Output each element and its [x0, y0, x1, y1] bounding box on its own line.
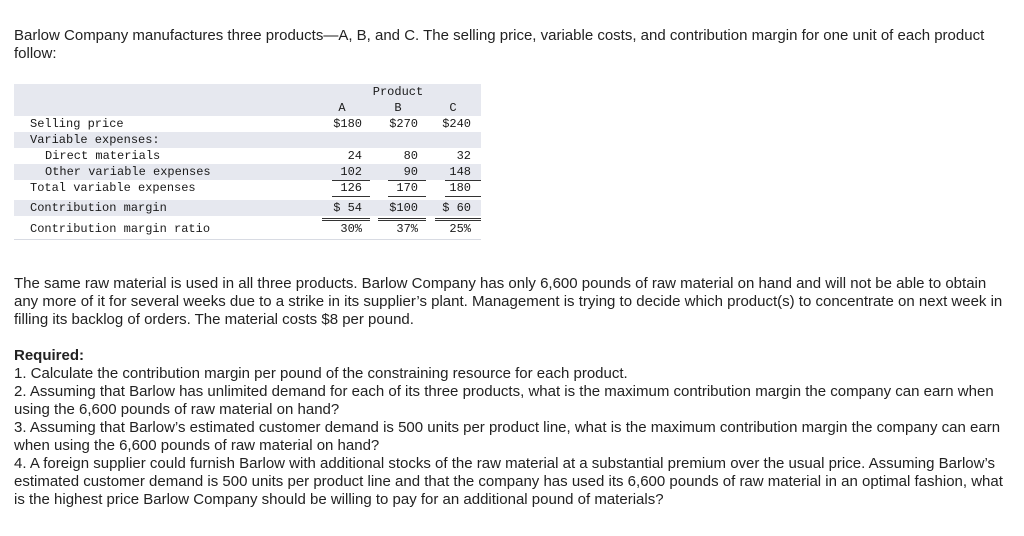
table-header-columns-row: [14, 100, 481, 116]
row-label: Other variable expenses: [45, 165, 211, 179]
required-item-2: 2. Assuming that Barlow has unlimited demand for each of its three products, what is the maximum contribution margin the company can earn when using the 6,600 pounds of raw material on hand?: [14, 383, 994, 418]
row-label: Contribution margin: [30, 201, 167, 215]
row-label: Direct materials: [45, 149, 161, 163]
row-label: Contribution margin ratio: [30, 222, 211, 236]
column-header-b: B: [394, 101, 402, 115]
required-section: [14, 347, 1009, 509]
required-heading: Required:: [14, 347, 85, 364]
cell-c: $240: [442, 117, 471, 131]
table-row-other-variable-expenses: [14, 164, 481, 180]
required-item-3: 3. Assuming that Barlow’s estimated customer demand is 500 units per product line, what is the maximum contribution margin the company can earn when using the 6,600 pounds of raw material on hand?: [14, 419, 1001, 454]
table-row-contribution-margin: [14, 200, 481, 216]
cell-a: 24: [347, 149, 362, 163]
cell-c: 32: [456, 149, 471, 163]
required-item-1: 1. Calculate the contribution margin per pound of the constraining resource for each product.: [14, 365, 628, 382]
intro-text: Barlow Company manufactures three products—A, B, and C. The selling price, variable costs, and contribution margin for one unit of each product follow:: [14, 27, 985, 62]
cell-b: 90: [403, 165, 418, 179]
cell-b: 37%: [396, 222, 418, 236]
cell-c: 25%: [449, 222, 471, 236]
cell-a: $ 54: [333, 201, 362, 215]
cell-b: 170: [396, 181, 418, 195]
table-row-contribution-margin-ratio: [14, 221, 481, 237]
problem-paragraph: The same raw material is used in all three products. Barlow Company has only 6,600 pounds of raw material on hand and will not be able to obtain any more of it for several weeks due to a strike in its supplier’s plant. Management is trying to decide which product(s) to concentrate on next week in filling its backlog of orders. The material costs $8 per pound.: [14, 275, 1003, 328]
row-label: Variable expenses:: [30, 133, 160, 147]
cell-c: $ 60: [442, 201, 471, 215]
row-label: Selling price: [30, 117, 124, 131]
column-header-a: A: [338, 101, 346, 115]
cell-a: 30%: [340, 222, 362, 236]
product-group-header: Product: [372, 85, 424, 99]
cell-a: $180: [333, 117, 362, 131]
table-row-total-variable-expenses: [14, 180, 481, 196]
cell-b: $100: [389, 201, 418, 215]
product-table: [14, 84, 481, 240]
table-header-group-row: [14, 84, 481, 100]
column-header-c: C: [449, 101, 457, 115]
table-row-selling-price: [14, 116, 481, 132]
cell-b: 80: [403, 149, 418, 163]
row-label: Total variable expenses: [30, 181, 196, 195]
table-row-variable-expenses: [14, 132, 481, 148]
required-item-4: 4. A foreign supplier could furnish Barlow with additional stocks of the raw material at a substantial premium over the usual price. Assuming Barlow’s estimated customer demand is 500 units per product line and that the company has used its 6,600 pounds of raw material in an optimal fashion, what is the highest price Barlow Company should be willing to pay for an additional pound of materials?: [14, 455, 1003, 508]
cell-a: 102: [340, 165, 362, 179]
cell-b: $270: [389, 117, 418, 131]
cell-a: 126: [340, 181, 362, 195]
table-row-direct-materials: [14, 148, 481, 164]
cell-c: 180: [449, 181, 471, 195]
cell-c: 148: [449, 165, 471, 179]
